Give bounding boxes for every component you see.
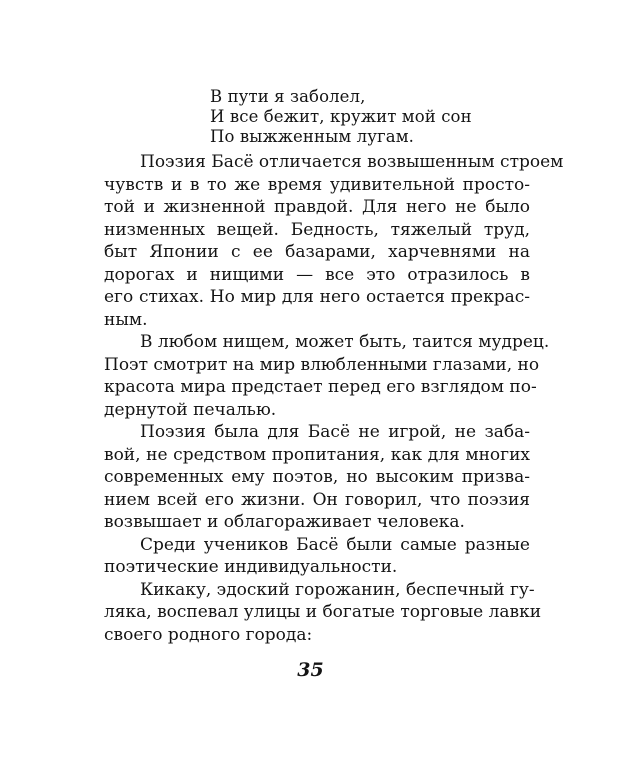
- text-line: своего родного города:: [104, 624, 313, 645]
- text-line: поэтические индивидуальности.: [104, 557, 398, 577]
- paragraph: [104, 579, 542, 647]
- text-line: Среди учеников Басё были самые разные: [140, 534, 530, 555]
- text-line: той и жизненной правдой. Для него не было: [104, 197, 530, 217]
- text-line: Поэт смотрит на мир влюбленными глазами, но: [104, 354, 540, 375]
- text-line: возвышает и облагораживает человека.: [104, 512, 465, 532]
- text-line: чувств и в то же время удивительной просто-: [104, 174, 530, 195]
- text-line: дернутой печалью.: [104, 399, 277, 420]
- poem-line: И все бежит, кружит мой сон: [210, 107, 472, 126]
- text-line: Поэзия была для Басё не игрой, не заба-: [140, 422, 530, 442]
- text-line: нием всей его жизни. Он говорил, что поэзия: [104, 489, 530, 510]
- paragraph: [104, 331, 550, 421]
- paragraph: [104, 534, 530, 579]
- text-line: Поэзия Басё отличается возвышенным строем: [140, 152, 564, 172]
- text-line: ным.: [104, 309, 148, 330]
- text-line: дорогах и нищими — все это отразилось в: [104, 264, 530, 285]
- text-line: ляка, воспевал улицы и богатые торговые лавки: [104, 602, 542, 622]
- paragraph: [104, 151, 564, 331]
- poem-epigraph: [210, 87, 472, 147]
- text-line: Кикаку, эдоский горожанин, беспечный гу-: [140, 579, 535, 600]
- text-line: вой, не средством пропитания, как для многих: [104, 444, 530, 465]
- page-number: 35: [297, 659, 324, 681]
- text-line: его стихах. Но мир для него остается прекрас-: [104, 287, 530, 307]
- paragraph: [104, 421, 530, 534]
- text-line: красота мира предстает перед его взглядом по-: [104, 377, 537, 397]
- text-line: В любом нищем, может быть, таится мудрец.: [140, 332, 550, 352]
- text-line: быт Японии с ее базарами, харчевнями на: [104, 242, 530, 262]
- poem-line: В пути я заболел,: [210, 87, 366, 106]
- text-line: современных ему поэтов, но высоким призва-: [104, 467, 530, 487]
- text-line: низменных вещей. Бедность, тяжелый труд,: [104, 219, 530, 240]
- body-text: [104, 151, 564, 646]
- poem-line: По выжженным лугам.: [210, 127, 414, 146]
